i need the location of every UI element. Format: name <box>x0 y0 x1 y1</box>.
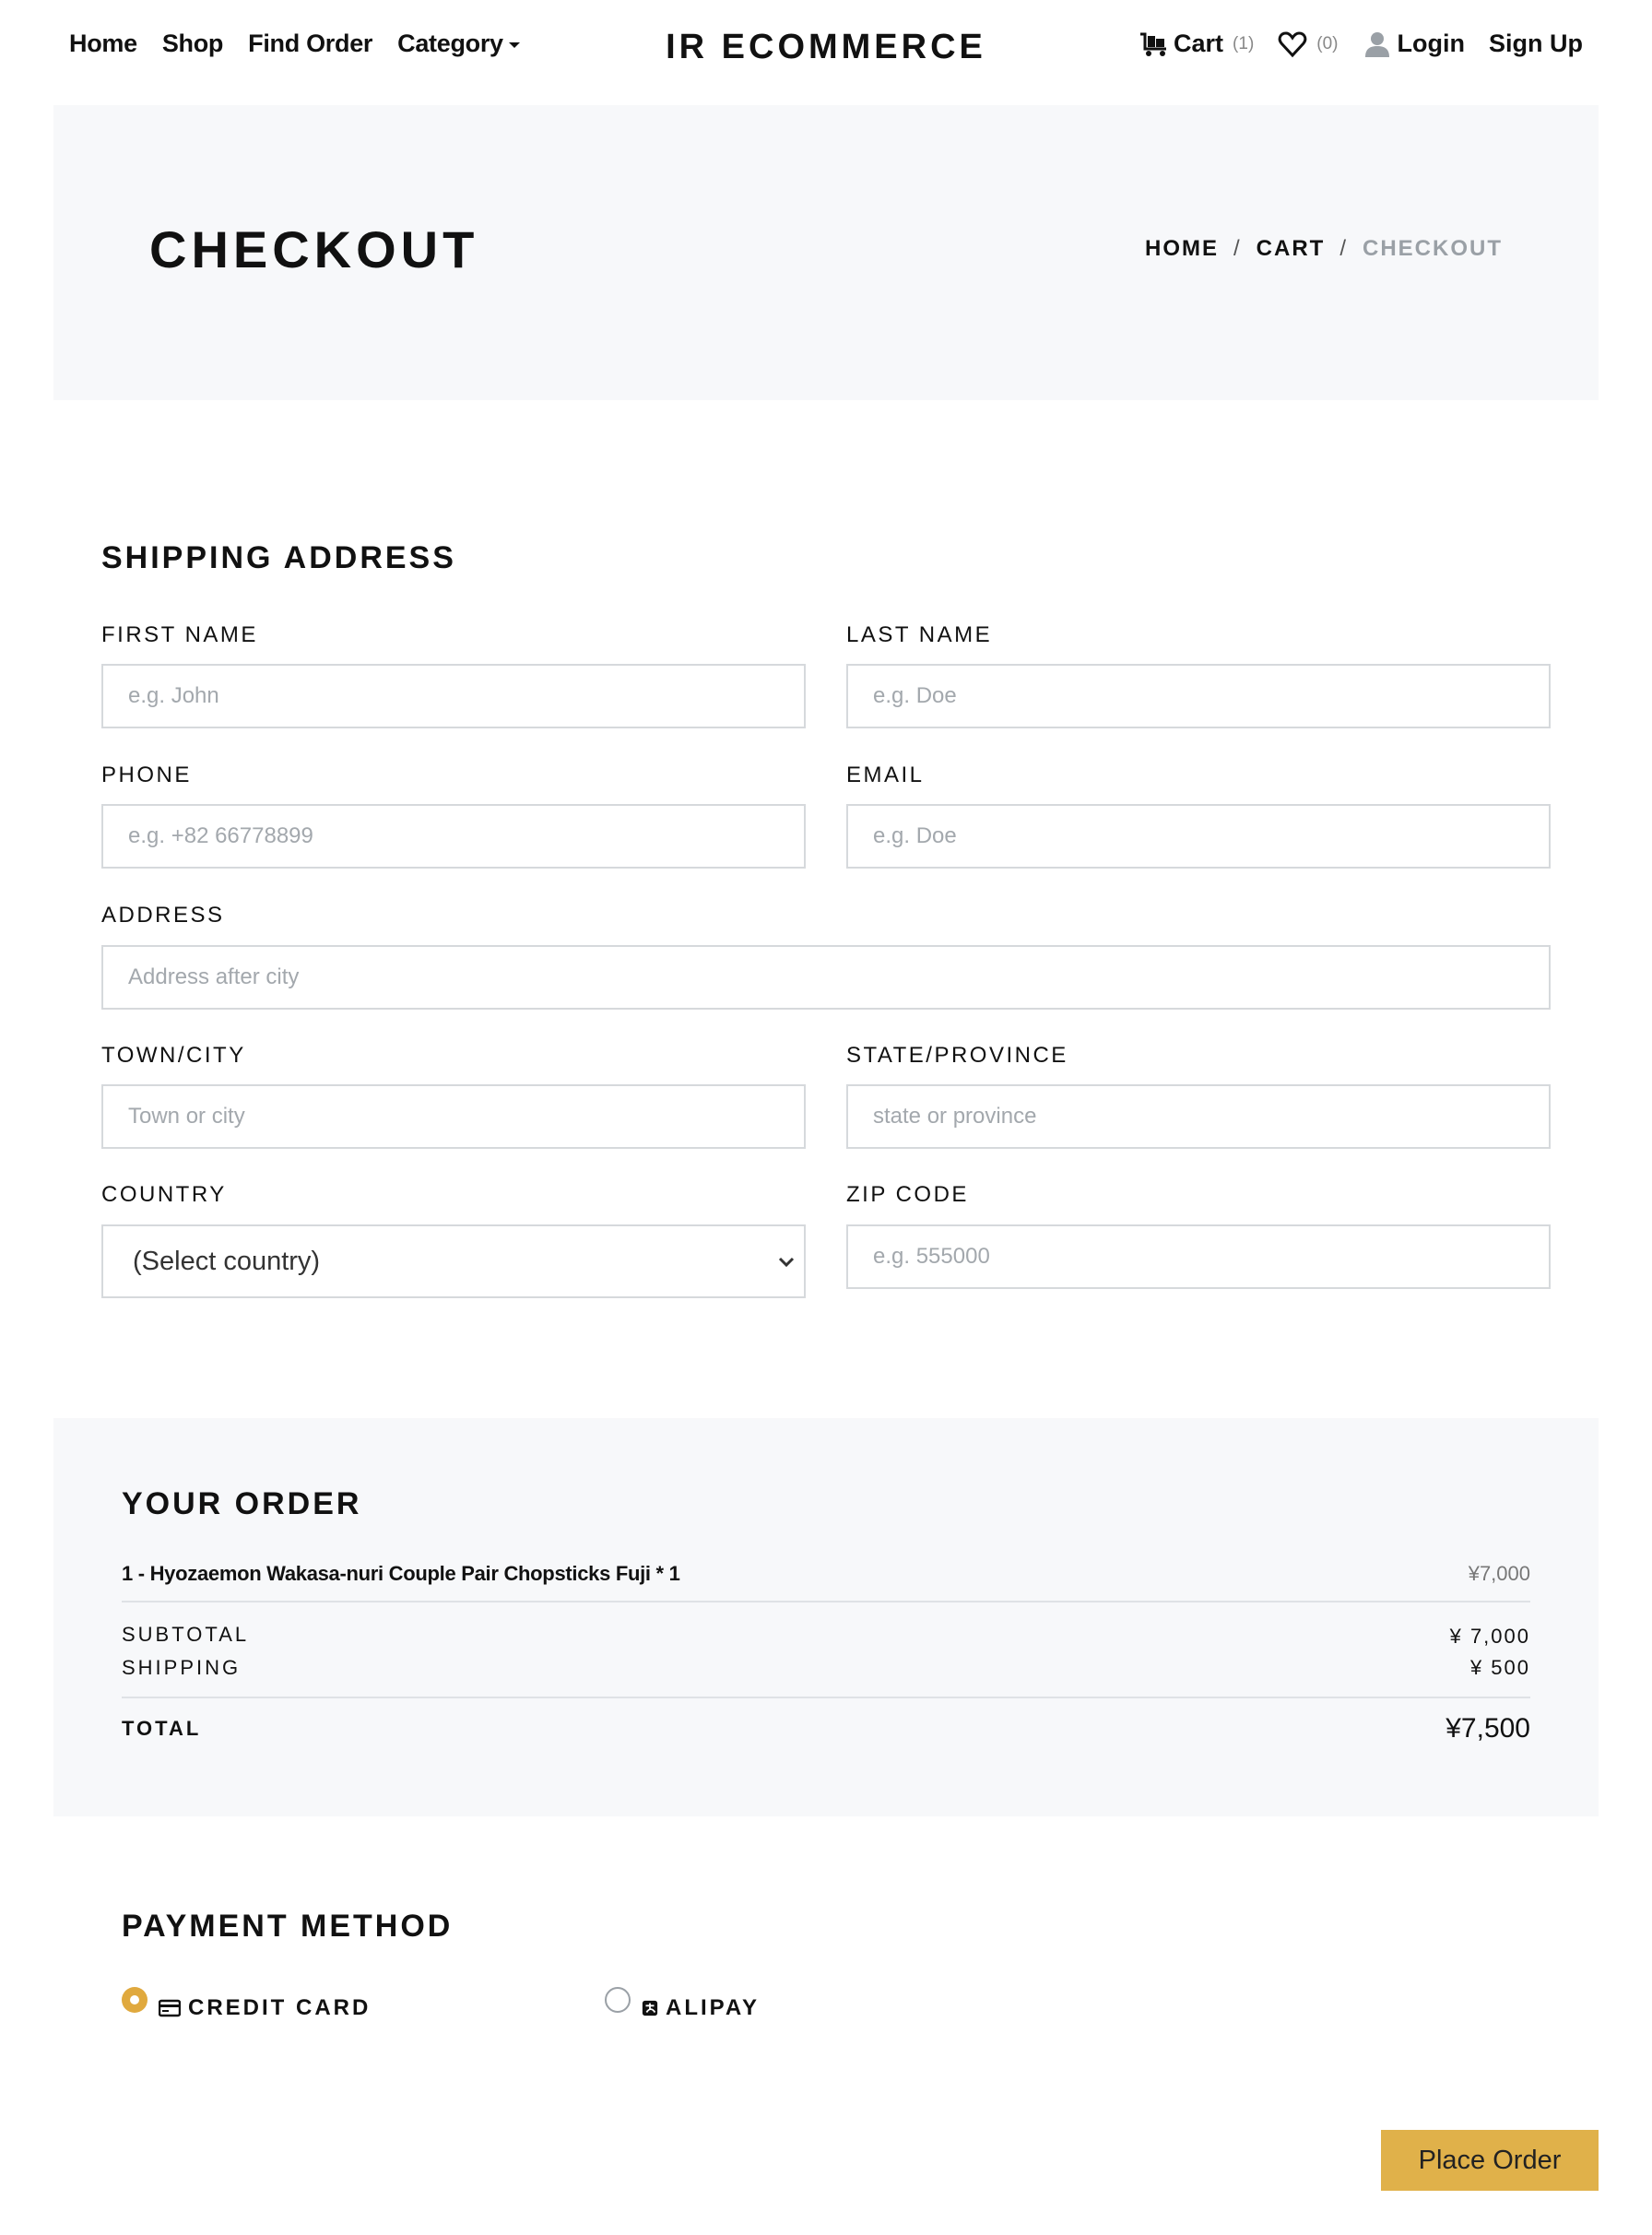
cart-icon <box>1139 30 1168 58</box>
order-divider <box>122 1601 1530 1602</box>
zip-label: ZIP CODE <box>846 1182 969 1207</box>
nav-category-dropdown[interactable] <box>397 30 520 58</box>
login-link[interactable] <box>1363 30 1465 58</box>
cart-label: Cart <box>1174 30 1224 57</box>
last-name-label: LAST NAME <box>846 622 993 647</box>
first-name-label: FIRST NAME <box>101 622 258 647</box>
email-label: EMAIL <box>846 763 925 787</box>
place-order-button[interactable]: Place Order <box>1381 2130 1599 2191</box>
credit-card-icon <box>159 1999 181 2017</box>
nav-find-order-link[interactable]: Find Order <box>248 30 373 57</box>
top-navbar <box>0 0 1652 98</box>
phone-input[interactable] <box>101 804 806 869</box>
shipping-value: ¥ 500 <box>1469 1656 1530 1679</box>
country-label: COUNTRY <box>101 1182 227 1207</box>
nav-home-link[interactable]: Home <box>69 30 137 57</box>
country-select[interactable] <box>101 1224 806 1298</box>
last-name-input[interactable] <box>846 664 1551 728</box>
phone-label: PHONE <box>101 763 192 787</box>
city-input[interactable] <box>101 1084 806 1149</box>
total-value: ¥7,500 <box>1446 1713 1530 1744</box>
city-label: TOWN/CITY <box>101 1043 246 1068</box>
alipay-option[interactable] <box>642 1995 760 2021</box>
user-icon <box>1363 30 1392 58</box>
shipping-address-heading: SHIPPING ADDRESS <box>101 540 456 575</box>
state-label: STATE/PROVINCE <box>846 1043 1068 1068</box>
chevron-down-icon <box>778 1254 795 1271</box>
order-item-name: 1 - Hyozaemon Wakasa-nuri Couple Pair Chopsticks Fuji * 1 <box>122 1562 680 1585</box>
cart-link[interactable] <box>1139 30 1254 58</box>
zip-input[interactable] <box>846 1224 1551 1289</box>
signup-link[interactable] <box>1489 30 1583 58</box>
brand-logo[interactable]: IR ECOMMERCE <box>666 28 986 66</box>
order-item-price: ¥7,000 <box>1468 1562 1530 1585</box>
subtotal-value: ¥ 7,000 <box>1449 1625 1530 1648</box>
signup-label: Sign Up <box>1489 30 1583 57</box>
nav-shop-link[interactable]: Shop <box>161 30 224 57</box>
breadcrumb-checkout: CHECKOUT <box>1363 236 1503 261</box>
nav-category-label: Category <box>397 30 503 57</box>
wishlist-count: (0) <box>1316 33 1339 53</box>
country-selected-value: (Select country) <box>133 1246 321 1276</box>
payment-method-heading: PAYMENT METHOD <box>122 1909 454 1944</box>
subtotal-label: SUBTOTAL <box>122 1623 250 1646</box>
caret-down-icon <box>509 42 520 48</box>
credit-card-label: CREDIT CARD <box>188 1995 372 2020</box>
address-label: ADDRESS <box>101 903 225 928</box>
email-input[interactable] <box>846 804 1551 869</box>
credit-card-radio[interactable] <box>122 1987 148 2013</box>
address-input[interactable] <box>101 945 1551 1010</box>
total-label: TOTAL <box>122 1717 202 1740</box>
page-title: CHECKOUT <box>149 220 479 278</box>
breadcrumb-home[interactable]: HOME <box>1145 236 1219 261</box>
alipay-radio[interactable] <box>605 1987 631 2013</box>
cart-count: (1) <box>1233 33 1255 53</box>
state-input[interactable] <box>846 1084 1551 1149</box>
your-order-heading: YOUR ORDER <box>122 1486 362 1521</box>
page-header <box>53 105 1599 400</box>
alipay-icon <box>642 2000 658 2016</box>
order-summary <box>53 1418 1599 1816</box>
breadcrumb <box>1145 236 1503 262</box>
order-divider <box>122 1697 1530 1698</box>
breadcrumb-separator: / <box>1339 236 1348 261</box>
wishlist-link[interactable] <box>1278 30 1338 58</box>
credit-card-option[interactable] <box>159 1995 371 2021</box>
nav-actions <box>1139 30 1583 58</box>
alipay-label: ALIPAY <box>666 1995 761 2020</box>
login-label: Login <box>1397 30 1465 57</box>
breadcrumb-cart[interactable]: CART <box>1256 236 1326 261</box>
nav-links <box>69 30 520 58</box>
shipping-label: SHIPPING <box>122 1656 242 1679</box>
heart-icon <box>1278 30 1307 58</box>
first-name-input[interactable] <box>101 664 806 728</box>
breadcrumb-separator: / <box>1233 236 1242 261</box>
